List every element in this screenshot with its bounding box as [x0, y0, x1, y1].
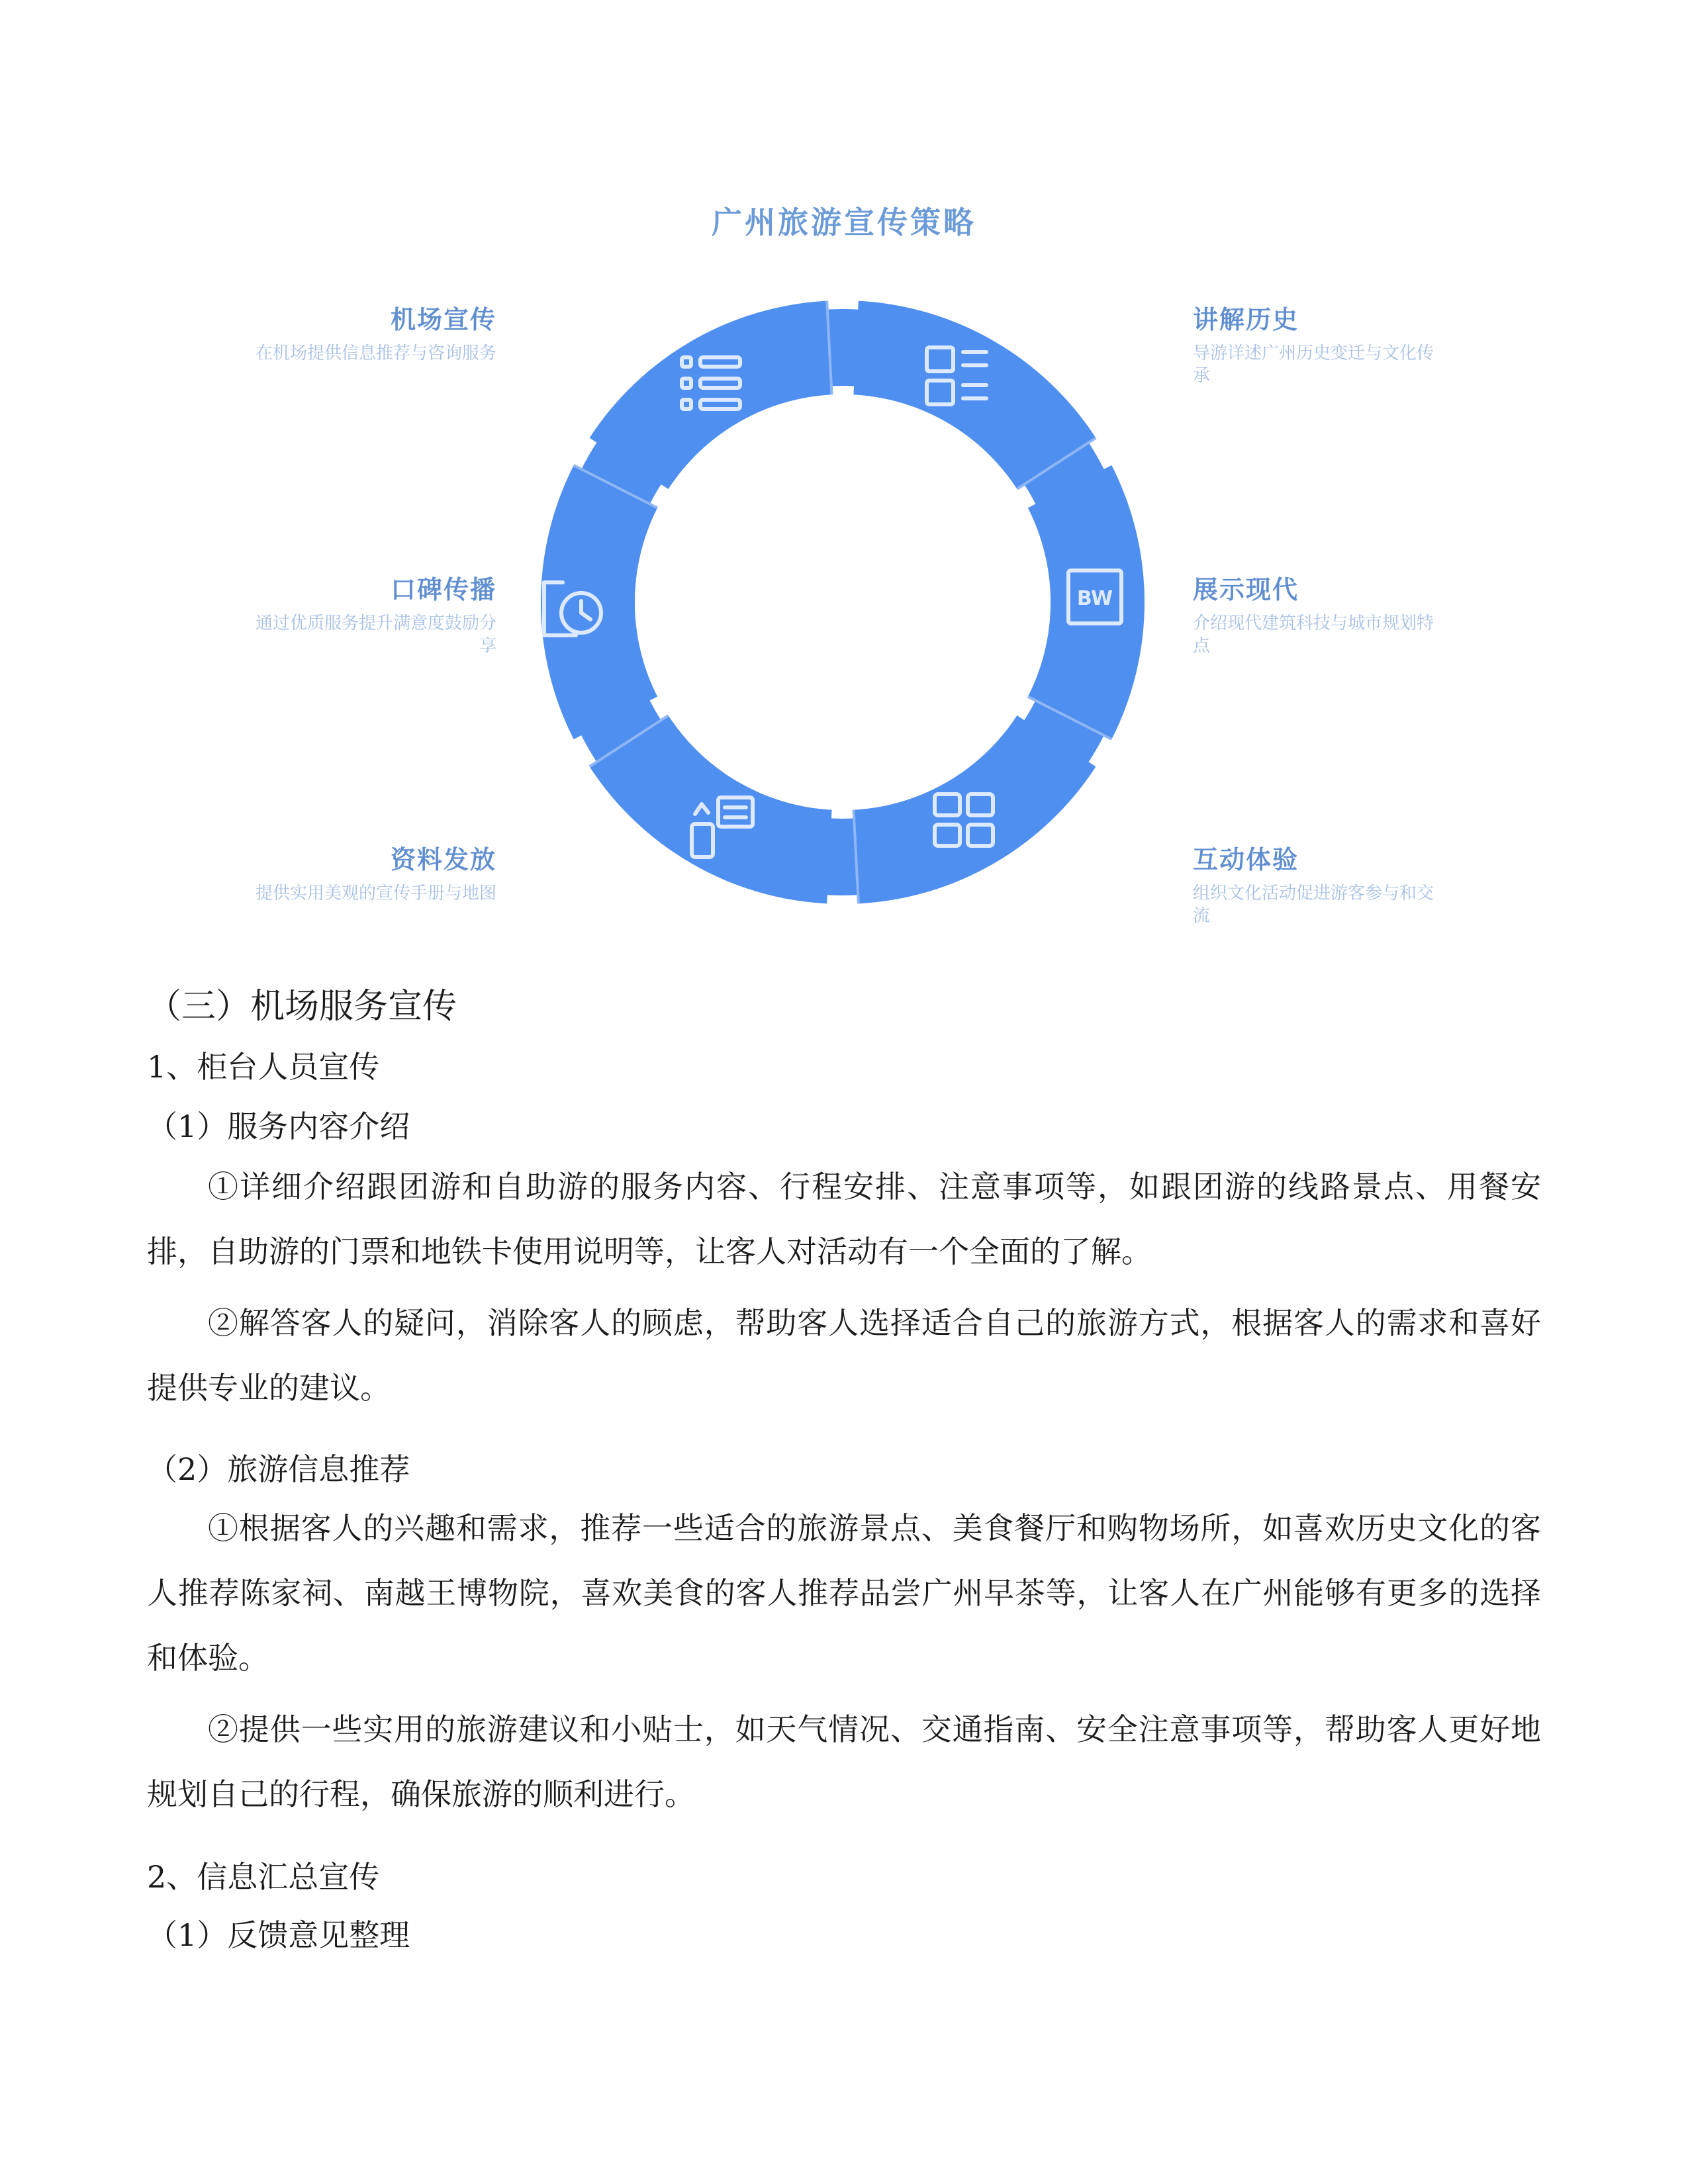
section-title: （三）机场服务宣传 [147, 987, 457, 1026]
label-history-desc: 导游详述广州历史变迁与文化传承 [1193, 343, 1434, 386]
label-airport-desc: 在机场提供信息推荐与咨询服务 [255, 343, 496, 363]
label-wordofmouth-desc: 通过优质服务提升满意度鼓励分享 [255, 614, 496, 656]
subheading-service-intro: （1）服务内容介绍 [147, 1109, 410, 1144]
bw-label: BW [1076, 587, 1113, 610]
label-materials [245, 839, 496, 905]
paragraph-4: ②提供一些实用的旅游建议和小贴士，如天气情况、交通指南、安全注意事项等，帮助客人更好地规划自己的行程，确保旅游的顺利进行。 [147, 1711, 1541, 1812]
paragraph-3: ①根据客人的兴趣和需求，推荐一些适合的旅游景点、美食餐厅和购物场所，如喜欢历史文化的客人推荐陈家祠、南越王博物院，喜欢美食的客人推荐品尝广州早茶等，让客人在广州能够有更多的选择和体验。 [147, 1510, 1541, 1676]
label-modern [1193, 569, 1444, 657]
diagram-title: 广州旅游宣传策略 [712, 205, 976, 240]
subheading-feedback: （1）反馈意见整理 [147, 1917, 410, 1953]
strategy-cycle-diagram [0, 0, 1688, 973]
label-airport-title: 机场宣传 [390, 305, 496, 334]
label-materials-desc: 提供实用美观的宣传手册与地图 [255, 884, 496, 903]
heading-info-summary: 2、信息汇总宣传 [147, 1859, 380, 1895]
label-history-title: 讲解历史 [1193, 305, 1299, 334]
label-modern-desc: 介绍现代建筑科技与城市规划特点 [1193, 614, 1434, 656]
label-materials-title: 资料发放 [390, 845, 496, 874]
label-interactive-title: 互动体验 [1193, 845, 1299, 874]
label-interactive-desc: 组织文化活动促进游客参与和交流 [1193, 884, 1434, 926]
label-airport [245, 299, 496, 365]
label-history [1193, 299, 1444, 387]
label-wordofmouth-title: 口碑传播 [390, 575, 496, 604]
label-interactive [1193, 839, 1444, 927]
label-wordofmouth [245, 569, 496, 657]
paragraph-1: ①详细介绍跟团游和自助游的服务内容、行程安排、注意事项等，如跟团游的线路景点、用餐安排，自助游的门票和地铁卡使用说明等，让客人对活动有一个全面的了解。 [147, 1169, 1541, 1269]
cycle-ring-graphic [0, 0, 1688, 973]
label-modern-title: 展示现代 [1193, 575, 1299, 604]
heading-counter-staff: 1、柜台人员宣传 [147, 1049, 380, 1085]
subheading-info-recommend: （2）旅游信息推荐 [147, 1451, 410, 1487]
paragraph-2: ②解答客人的疑问，消除客人的顾虑，帮助客人选择适合自己的旅游方式，根据客人的需求和喜好提供专业的建议。 [147, 1305, 1541, 1406]
ring-center [635, 394, 1051, 810]
